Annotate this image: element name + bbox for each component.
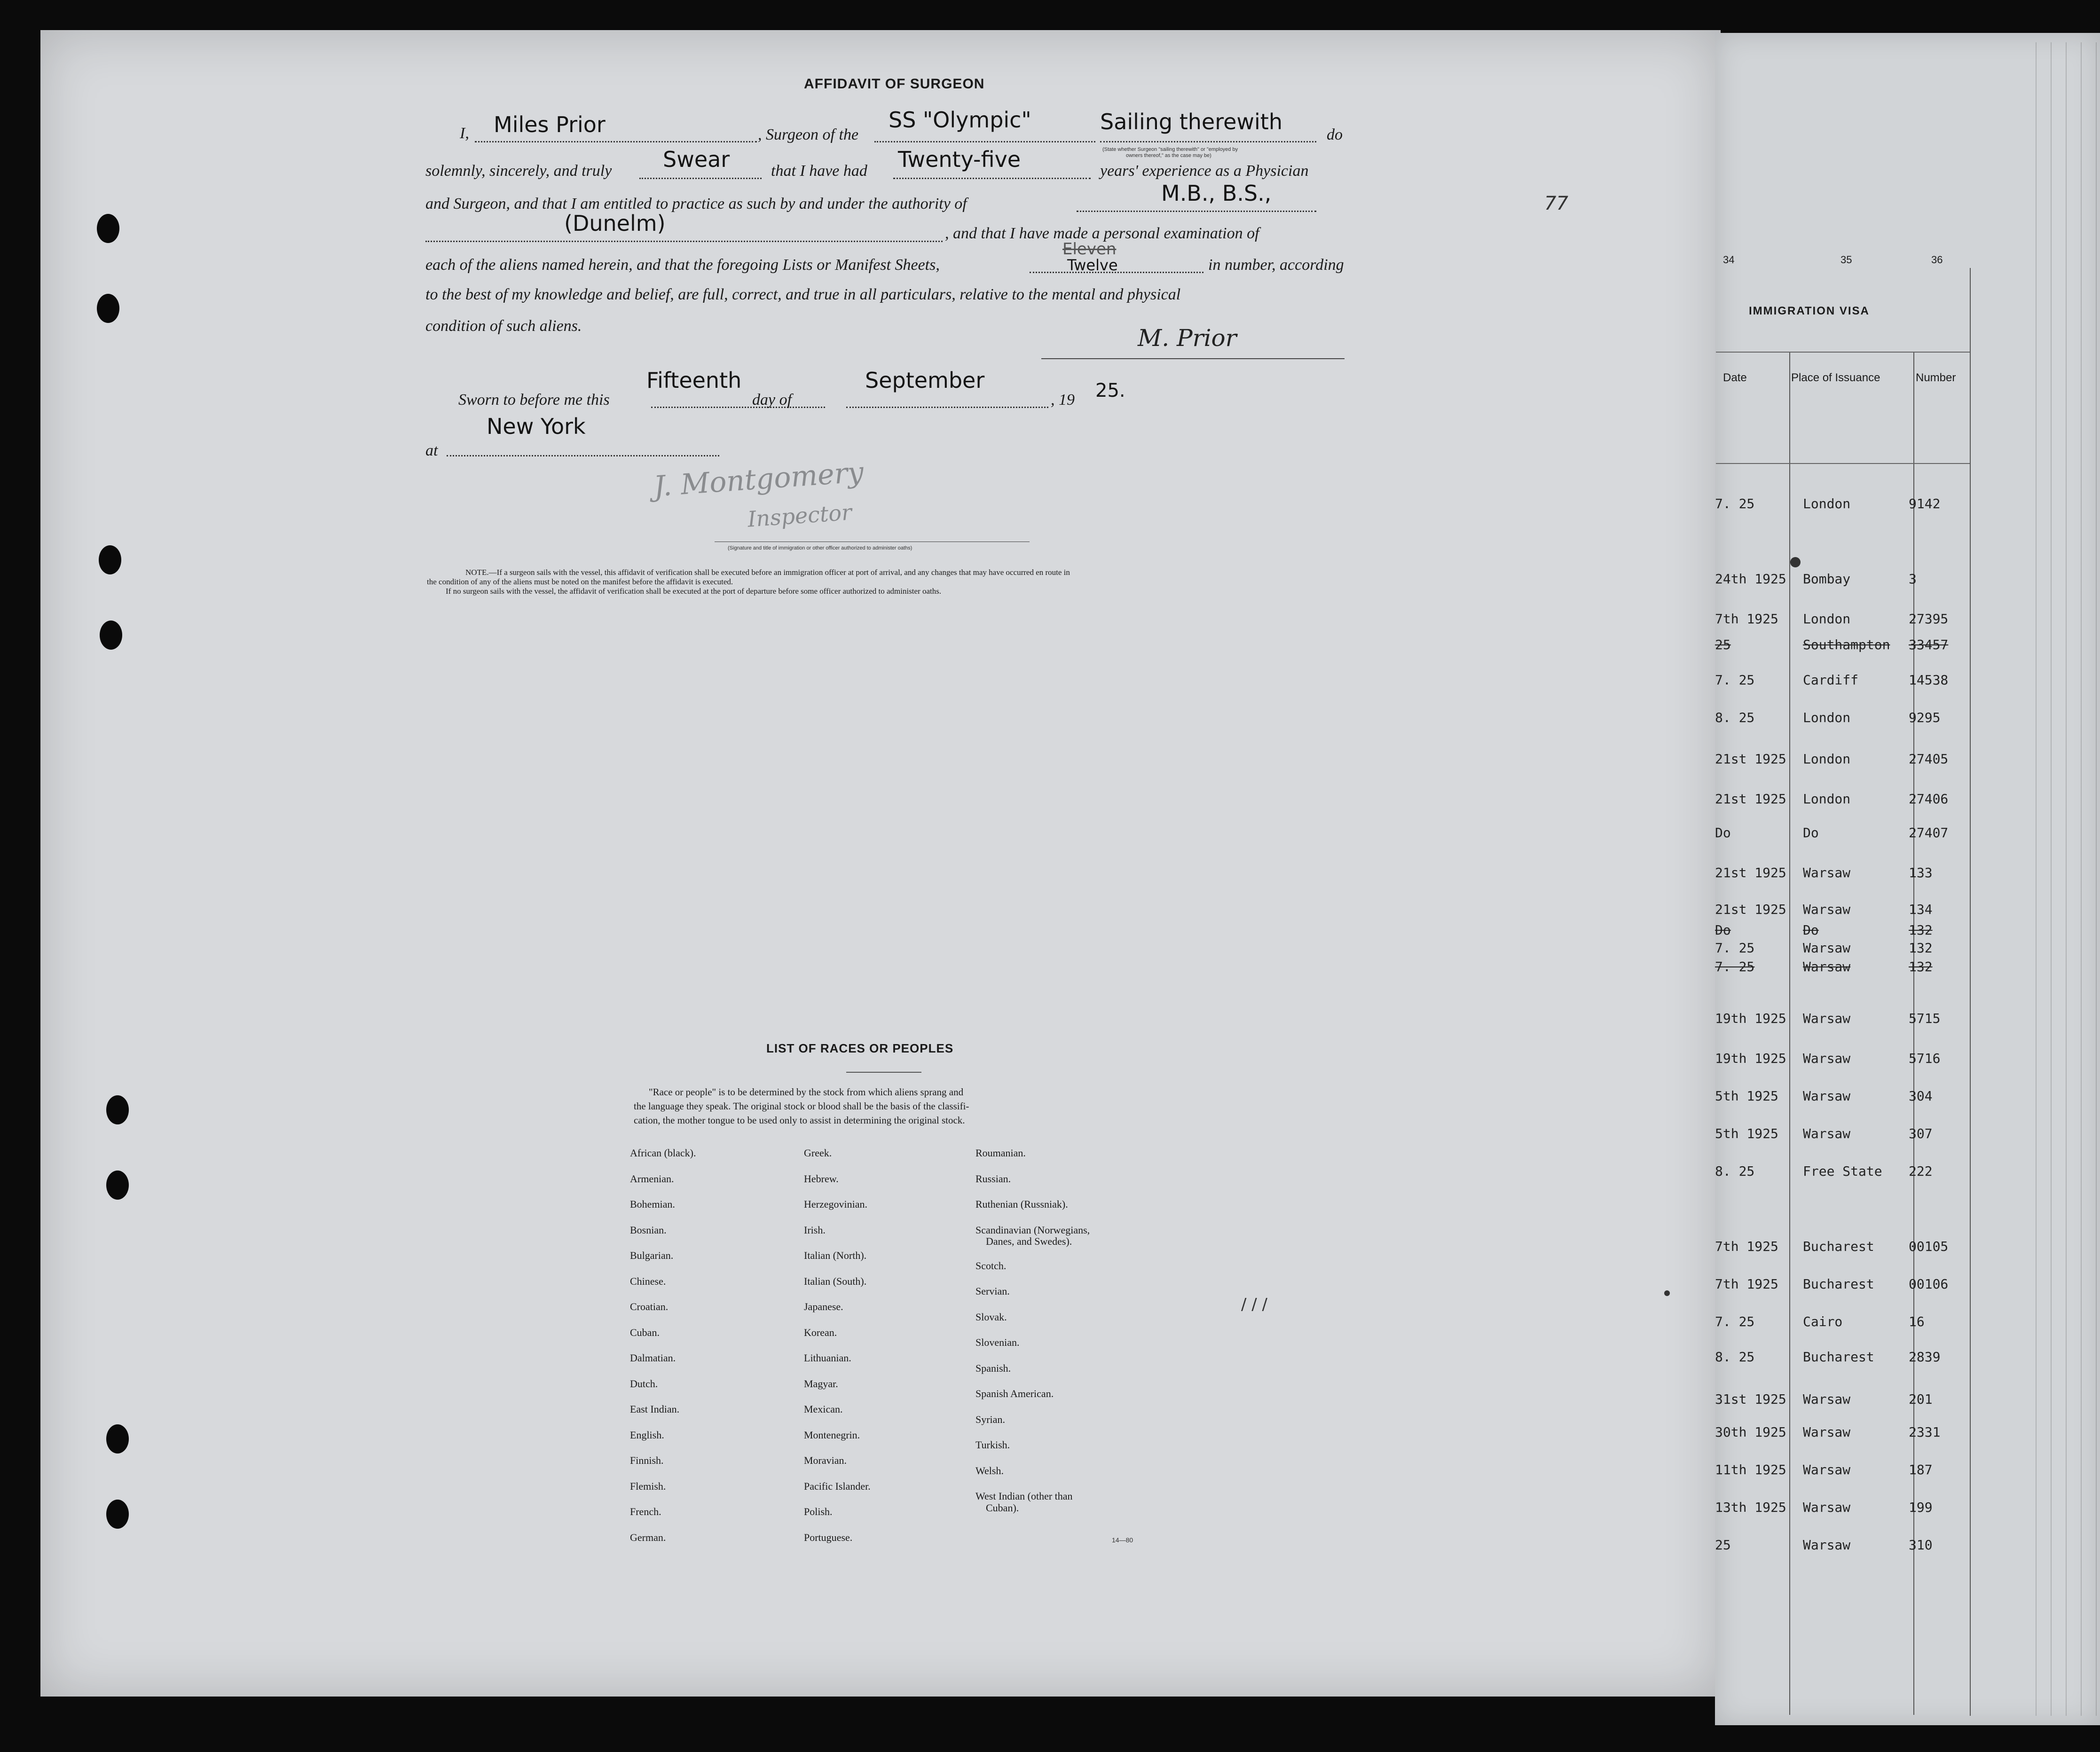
race-item: Japanese. [804, 1301, 843, 1312]
race-item: Cuban). [986, 1501, 1019, 1514]
state-note: (State whether Surgeon "sailing therewith" or "employed by [1102, 147, 1238, 152]
race-item: Dalmatian. [630, 1352, 676, 1364]
year-value: 25. [1095, 380, 1125, 401]
visa-place: Warsaw [1803, 1500, 1851, 1515]
visa-date: Do [1715, 825, 1731, 841]
race-item: Ruthenian (Russniak). [975, 1198, 1068, 1210]
race-item: Bulgarian. [630, 1249, 674, 1261]
race-item: Cuban. [630, 1326, 660, 1338]
visa-date: 25 [1715, 637, 1731, 652]
visa-place: Warsaw [1803, 865, 1851, 880]
visa-place: Do [1803, 825, 1819, 841]
race-item: Montenegrin. [804, 1429, 860, 1441]
official-signature: J. Montgomery [653, 456, 865, 503]
visa-number: 27395 [1909, 611, 1949, 627]
race-item: Welsh. [975, 1464, 1004, 1477]
note-line-2: the condition of any of the aliens must be noted on the manifest before the affidavit is executed. [427, 577, 733, 586]
race-item: East Indian. [630, 1403, 680, 1415]
races-title: LIST OF RACES OR PEOPLES [766, 1041, 954, 1055]
visa-number: 134 [1909, 902, 1933, 917]
official-caption: (Signature and title of immigration or other officer authorized to administer oaths) [728, 545, 912, 551]
surgeon-signature: M. Prior [1138, 324, 1237, 352]
race-item: Italian (South). [804, 1275, 867, 1287]
race-item: Lithuanian. [804, 1352, 851, 1364]
place-value: New York [487, 414, 586, 439]
visa-place: Warsaw [1803, 1391, 1851, 1407]
visa-place: London [1803, 710, 1851, 725]
race-item: Armenian. [630, 1172, 674, 1185]
race-item: Finnish. [630, 1454, 664, 1466]
races-intro-line: cation, the mother tongue to be used only to assist in determining the original stock. [634, 1115, 965, 1126]
visa-body-rule [1716, 463, 1970, 464]
visa-date: 5th 1925 [1715, 1088, 1778, 1104]
race-item: African (black). [630, 1147, 696, 1159]
race-item: Slovak. [975, 1311, 1007, 1323]
race-item: Spanish American. [975, 1388, 1054, 1400]
visa-number: 2839 [1909, 1349, 1941, 1365]
day-line [651, 407, 825, 408]
race-item: Irish. [804, 1224, 826, 1236]
race-item: Italian (North). [804, 1249, 867, 1261]
authority-value: M.B., B.S., [1161, 181, 1272, 206]
visa-place: Cardiff [1803, 672, 1859, 688]
visa-number: 132 [1909, 922, 1933, 938]
races-intro-line: the language they speak. The original stock or blood shall be the basis of the classifi- [634, 1100, 969, 1112]
visa-header: Date [1723, 371, 1747, 384]
visa-date: 8. 25 [1715, 1349, 1755, 1365]
visa-place: Bucharest [1803, 1349, 1874, 1365]
note-label: NOTE. [465, 568, 489, 577]
do-label: do [1327, 126, 1343, 143]
binder-hole [106, 1500, 129, 1529]
visa-date: 30th 1925 [1715, 1424, 1786, 1440]
visa-date: 7th 1925 [1715, 1276, 1778, 1292]
race-item: Scotch. [975, 1259, 1007, 1272]
visa-place: London [1803, 751, 1851, 767]
affidavit-title: AFFIDAVIT OF SURGEON [804, 76, 985, 92]
visa-date: 24th 1925 [1715, 571, 1786, 587]
visa-number: 00105 [1909, 1239, 1949, 1254]
visa-number: 199 [1909, 1500, 1933, 1515]
races-intro-line: "Race or people" is to be determined by the stock from which aliens sprang and [649, 1086, 964, 1098]
visa-date: 7th 1925 [1715, 1239, 1778, 1254]
visa-place: Bombay [1803, 571, 1851, 587]
note-text-1: —If a surgeon sails with the vessel, this affidavit of verification shall be executed before an immigration officer at port of arrival, and any changes that may have occurred en route in [488, 568, 1070, 577]
visa-date: 7. 25 [1715, 496, 1755, 511]
visa-place: London [1803, 611, 1851, 627]
form-number: 14—80 [1112, 1536, 1133, 1544]
month-value: September [865, 368, 985, 393]
race-item: Bohemian. [630, 1198, 675, 1210]
visa-number: 16 [1909, 1314, 1925, 1329]
sheets-value: Twelve [1067, 256, 1118, 274]
day-value: Fifteenth [646, 368, 742, 393]
race-item: Moravian. [804, 1454, 847, 1466]
visa-date: 21st 1925 [1715, 751, 1786, 767]
race-item: Korean. [804, 1326, 837, 1338]
visa-number: 5715 [1909, 1011, 1941, 1026]
visa-number: 310 [1909, 1537, 1933, 1553]
note-line-3: If no surgeon sails with the vessel, the affidavit of verification shall be executed at the port of departure before some officer authorized to administer oaths. [446, 587, 942, 596]
sailing-status: Sailing therewith [1100, 109, 1282, 134]
visa-place: Warsaw [1803, 1424, 1851, 1440]
visa-date: 7. 25 [1715, 959, 1755, 974]
visa-place: Bucharest [1803, 1276, 1874, 1292]
visa-header: Place of Issuance [1791, 371, 1880, 384]
race-item: West Indian (other than [975, 1490, 1073, 1502]
visa-number: 304 [1909, 1088, 1933, 1104]
visa-place: Warsaw [1803, 1462, 1851, 1477]
visa-number: 00106 [1909, 1276, 1949, 1292]
visa-number: 27405 [1909, 751, 1949, 767]
visa-place: Warsaw [1803, 902, 1851, 917]
visa-number: 133 [1909, 865, 1933, 880]
visa-date: 31st 1925 [1715, 1391, 1786, 1407]
race-item: Russian. [975, 1172, 1011, 1185]
race-item: Herzegovinian. [804, 1198, 867, 1210]
visa-number: 2331 [1909, 1424, 1941, 1440]
visa-number: 307 [1909, 1126, 1933, 1141]
i-label: I, [460, 125, 469, 142]
race-item: French. [630, 1506, 661, 1517]
visa-number: 27406 [1909, 791, 1949, 807]
surgeon-name-line [475, 141, 757, 142]
day-of-label: day of [752, 391, 792, 409]
visa-date: 7. 25 [1715, 672, 1755, 688]
visa-number: 132 [1909, 940, 1933, 956]
vessel-line [874, 141, 1095, 142]
race-item: Hebrew. [804, 1172, 839, 1185]
visa-number: 14538 [1909, 672, 1949, 688]
visa-date: 13th 1925 [1715, 1500, 1786, 1515]
margin-mark: / / / [1241, 1295, 1267, 1314]
binder-hole [99, 545, 121, 574]
race-item: Polish. [804, 1506, 833, 1517]
years-value: Twenty-five [898, 147, 1021, 172]
visa-number: 27407 [1909, 825, 1949, 841]
visa-date: 19th 1925 [1715, 1051, 1786, 1066]
oath-line [639, 178, 762, 179]
sheets-struck: Eleven [1062, 240, 1117, 259]
race-item: Dutch. [630, 1377, 658, 1390]
visa-place: Cairo [1803, 1314, 1843, 1329]
solemnly-label: solemnly, sincerely, and truly [425, 162, 612, 180]
visa-date: 25 [1715, 1537, 1731, 1553]
personal-exam-label: , and that I have made a personal examination of [945, 225, 1259, 242]
visa-place: Warsaw [1803, 1051, 1851, 1066]
visa-date: 7. 25 [1715, 1314, 1755, 1329]
visa-date: 21st 1925 [1715, 791, 1786, 807]
visa-place: Warsaw [1803, 959, 1851, 974]
visa-number: 3 [1909, 571, 1917, 587]
visa-place: London [1803, 791, 1851, 807]
visa-header: Number [1916, 371, 1956, 384]
race-item: Chinese. [630, 1275, 666, 1287]
binder-hole [97, 294, 119, 323]
race-item: Bosnian. [630, 1224, 667, 1236]
race-item: English. [630, 1429, 664, 1441]
visa-place: Free State [1803, 1163, 1882, 1179]
affidavit-page [40, 30, 1721, 1697]
binder-hole [106, 1095, 129, 1124]
visa-date: 21st 1925 [1715, 902, 1786, 917]
visa-place: Warsaw [1803, 1537, 1851, 1553]
race-item: Roumanian. [975, 1147, 1026, 1159]
race-item: Syrian. [975, 1413, 1005, 1425]
visa-number: 33457 [1909, 637, 1949, 652]
visa-place: Warsaw [1803, 1011, 1851, 1026]
visa-place: Bucharest [1803, 1239, 1874, 1254]
visa-place: Warsaw [1803, 1088, 1851, 1104]
visa-place: Southampton [1803, 637, 1890, 652]
years-line [893, 178, 1091, 179]
visa-number: 222 [1909, 1163, 1933, 1179]
race-item: Flemish. [630, 1480, 666, 1492]
oath-word: Swear [663, 147, 730, 172]
visa-date: 5th 1925 [1715, 1126, 1778, 1141]
visa-date: 7th 1925 [1715, 611, 1778, 627]
signature-line [1041, 358, 1345, 359]
visa-date: 11th 1925 [1715, 1462, 1786, 1477]
visa-place: London [1803, 496, 1851, 511]
race-item: Scandinavian (Norwegians, [975, 1224, 1090, 1236]
authority-line-2 [425, 241, 943, 242]
binder-hole [97, 214, 119, 243]
visa-date: 8. 25 [1715, 710, 1755, 725]
authority-value-2: (Dunelm) [564, 211, 666, 236]
race-item: Slovenian. [975, 1336, 1020, 1349]
race-item: Danes, and Swedes). [986, 1235, 1072, 1248]
visa-header-rule [1716, 352, 1970, 353]
at-label: at [425, 442, 438, 459]
authority-line [1077, 211, 1316, 212]
vessel-name: SS "Olympic" [889, 107, 1031, 133]
best-label: to the best of my knowledge and belief, are full, correct, and true in all particulars, relative to the mental and physical [425, 286, 1181, 303]
visa-date: 21st 1925 [1715, 865, 1786, 880]
visa-number: 201 [1909, 1391, 1933, 1407]
each-alien-label: each of the aliens named herein, and that the foregoing Lists or Manifest Sheets, [425, 256, 940, 274]
margin-number: 77 [1544, 193, 1568, 214]
visa-date: Do [1715, 922, 1731, 938]
race-item: Greek. [804, 1147, 832, 1159]
place-line [447, 455, 719, 456]
race-item: Pacific Islander. [804, 1480, 871, 1492]
race-item: German. [630, 1531, 666, 1543]
surgeon-name: Miles Prior [494, 112, 606, 137]
visa-column-number: 36 [1931, 254, 1943, 266]
condition-label: condition of such aliens. [425, 317, 582, 335]
had-label: that I have had [771, 162, 867, 180]
years-label: years' experience as a Physician [1100, 162, 1309, 180]
visa-number: 9295 [1909, 710, 1941, 725]
ink-dot [1664, 1290, 1670, 1296]
race-item: Croatian. [630, 1301, 669, 1312]
visa-place: Do [1803, 922, 1819, 938]
visa-column-number: 34 [1723, 254, 1735, 266]
visa-date: 7. 25 [1715, 940, 1755, 956]
binder-hole [106, 1171, 129, 1200]
visa-col-rule [1970, 268, 1971, 1716]
visa-number: 9142 [1909, 496, 1941, 511]
in-number-label: in number, according [1208, 256, 1344, 274]
year-prefix: , 19 [1051, 391, 1075, 409]
sworn-label: Sworn to before me this [458, 391, 610, 409]
page-edge-lines [2021, 42, 2097, 1716]
binder-hole [106, 1424, 129, 1453]
race-item: Turkish. [975, 1439, 1010, 1451]
race-item: Servian. [975, 1285, 1010, 1297]
race-item: Portuguese. [804, 1531, 853, 1543]
sailing-line [1100, 141, 1316, 142]
visa-date: 8. 25 [1715, 1163, 1755, 1179]
visa-place: Warsaw [1803, 940, 1851, 956]
visa-col-rule [1789, 352, 1790, 1715]
sheets-line [1030, 272, 1203, 273]
visa-column-number: 35 [1840, 254, 1852, 266]
visa-number: 187 [1909, 1462, 1933, 1477]
races-title-rule [846, 1072, 921, 1073]
and-surgeon-label: and Surgeon, and that I am entitled to practice as such by and under the authority of [425, 195, 967, 212]
race-item: Magyar. [804, 1377, 838, 1390]
ink-dot [1790, 557, 1801, 567]
race-item: Spanish. [975, 1362, 1011, 1374]
state-note-2: owners thereof," as the case may be) [1126, 153, 1211, 158]
month-line [846, 407, 1048, 408]
binder-hole [100, 621, 122, 650]
race-item: Mexican. [804, 1403, 843, 1415]
note-line-1 [465, 568, 1070, 577]
visa-number: 132 [1909, 959, 1933, 974]
visa-title: IMMIGRATION VISA [1749, 305, 1870, 317]
visa-number: 5716 [1909, 1051, 1941, 1066]
surgeon-of-label: , Surgeon of the [758, 126, 859, 143]
visa-place: Warsaw [1803, 1126, 1851, 1141]
visa-date: 19th 1925 [1715, 1011, 1786, 1026]
official-title: Inspector [747, 499, 853, 532]
